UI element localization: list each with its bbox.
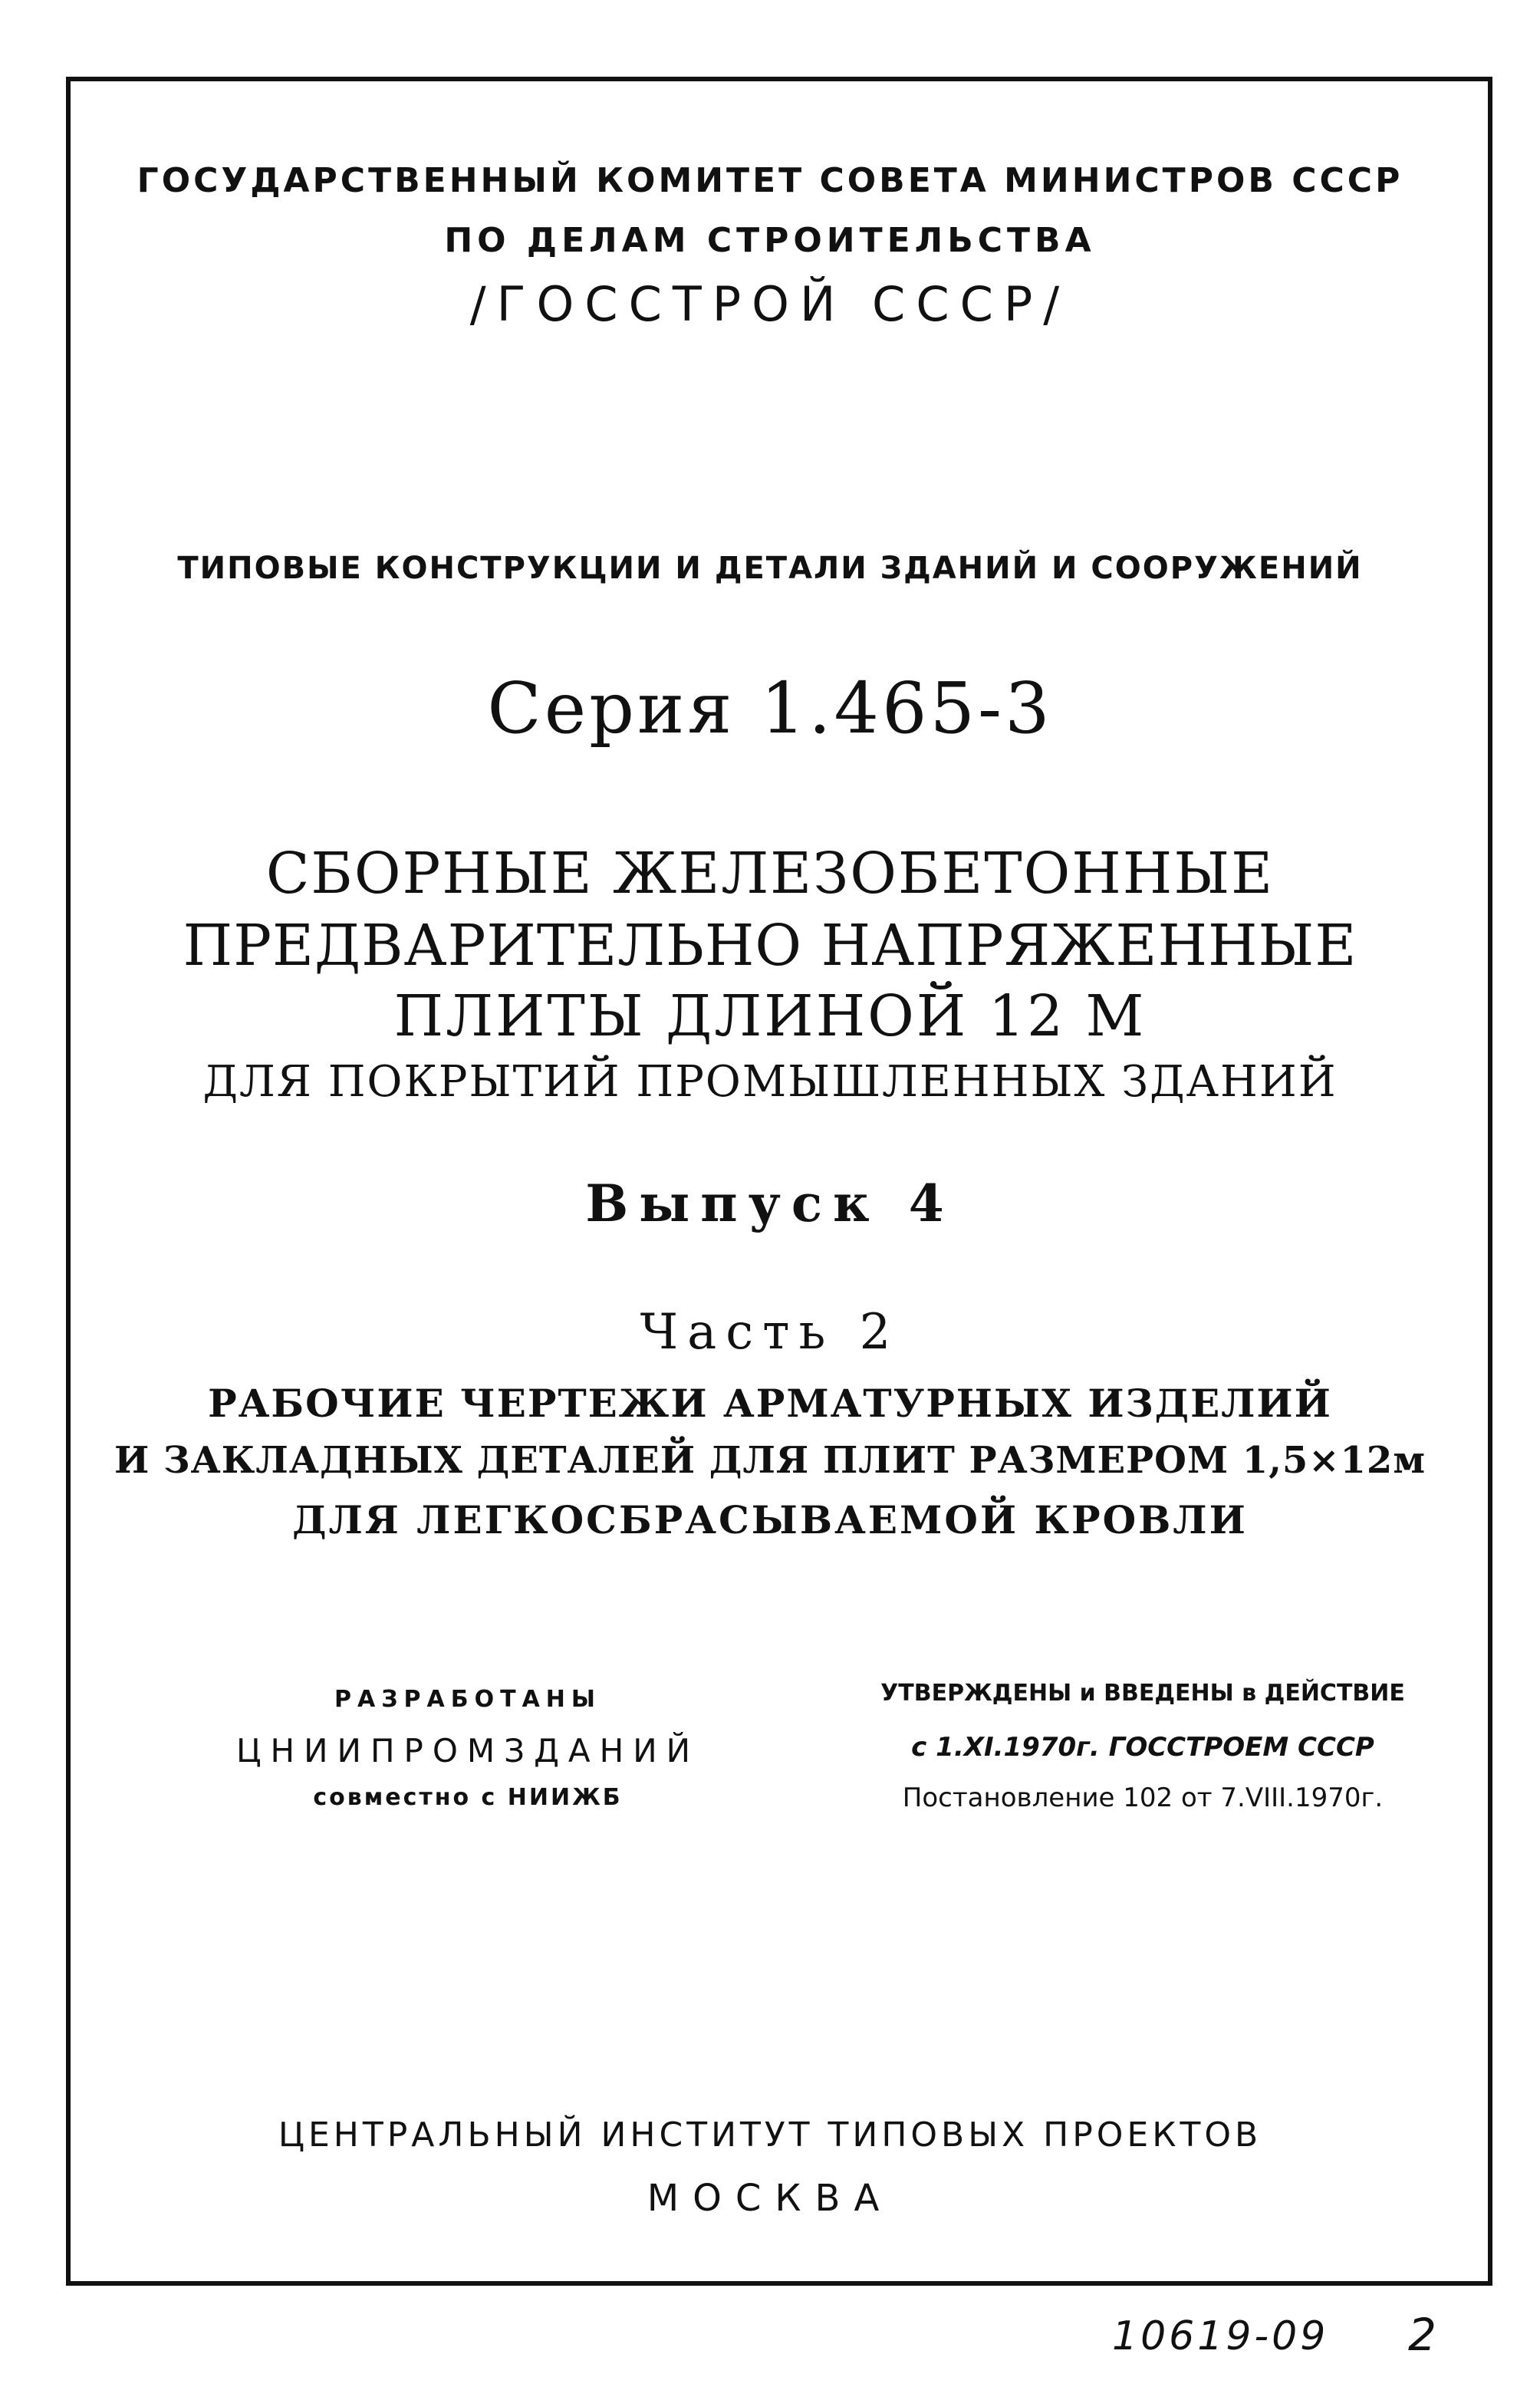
developed-org: ЦНИИПРОМЗДАНИЙ [235,1732,700,1770]
committee-line-2: ПО ДЕЛАМ СТРОИТЕЛЬСТВА [444,221,1096,260]
publisher-institute: ЦЕНТРАЛЬНЫЙ ИНСТИТУТ ТИПОВЫХ ПРОЕКТОВ [278,2115,1262,2155]
page-number: 2 [1408,2309,1436,2361]
title-line-4: ДЛЯ ПОКРЫТИЙ ПРОМЫШЛЕННЫХ ЗДАНИЙ [202,1057,1338,1107]
title-line-2: ПРЕДВАРИТЕЛЬНО НАПРЯЖЕННЫЕ [183,913,1357,979]
developed-label: РАЗРАБОТАНЫ [334,1686,601,1713]
part-title-line-1: РАБОЧИЕ ЧЕРТЕЖИ АРМАТУРНЫХ ИЗДЕЛИЙ [208,1381,1332,1426]
publisher-city: МОСКВА [647,2177,893,2220]
approved-line-2: с 1.XI.1970г. ГОССТРОЕМ СССР [911,1732,1374,1763]
category-line: ТИПОВЫЕ КОНСТРУКЦИИ И ДЕТАЛИ ЗДАНИЙ И СООРУЖЕНИЙ [177,551,1363,586]
approved-line-1: УТВЕРЖДЕНЫ и ВВЕДЕНЫ в ДЕЙСТВИЕ [880,1680,1405,1707]
document-code: 10619-09 [1112,2313,1329,2359]
title-line-1: СБОРНЫЕ ЖЕЛЕЗОБЕТОННЫЕ [265,841,1275,907]
committee-line-1: ГОСУДАРСТВЕННЫЙ КОМИТЕТ СОВЕТА МИНИСТРОВ СССР [137,161,1403,200]
part-title-line-3: ДЛЯ ЛЕГКОСБРАСЫВАЕМОЙ КРОВЛИ [292,1497,1248,1542]
series-title: Серия 1.465-3 [487,667,1053,749]
approved-line-3: Постановление 102 от 7.VIII.1970г. [902,1783,1384,1813]
issue-number: Выпуск 4 [585,1174,955,1233]
committee-line-3: /ГОССТРОЙ СССР/ [469,276,1071,332]
part-title-line-2: И ЗАКЛАДНЫХ ДЕТАЛЕЙ ДЛЯ ПЛИТ РАЗМЕРОМ 1,5×12м [114,1439,1426,1482]
title-line-3: ПЛИТЫ ДЛИНОЙ 12 М [393,983,1147,1049]
part-number: Часть 2 [640,1304,900,1361]
developed-with: совместно с НИИЖБ [313,1784,623,1811]
